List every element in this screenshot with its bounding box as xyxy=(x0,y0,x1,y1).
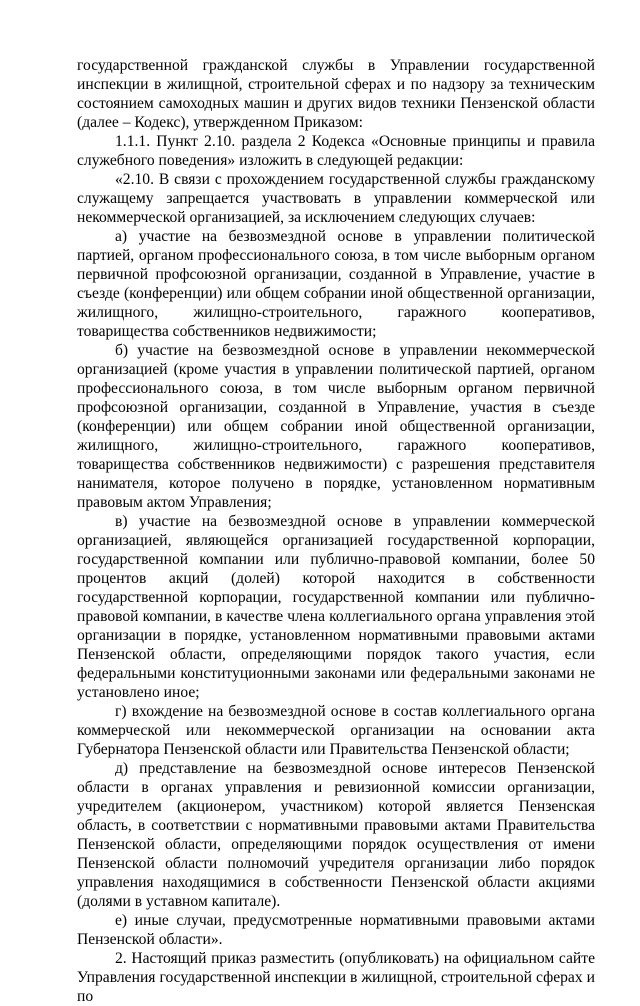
paragraph-2-10: «2.10. В связи с прохождением государственной службы гражданскому служащему запрещается участвовать в управлении коммерческой или некоммерческой организацией, за исключением следующих случаев: xyxy=(77,171,595,226)
paragraph-item-d: д) представление на безвозмездной основе интересов Пензенской области в органах управления и ревизионной комиссии организации, учредителем (акционером, участником) которой является Пензенская область, в соответствии с нормативными правовыми актами Правительства Пензенской области, определяющими порядок осуществления от имени Пензенской области полномочий учредителя организации либо порядок управления находящимися в собственности Пензенской области акциями (долями в уставном капитале). xyxy=(77,760,595,910)
paragraph-code-reference: государственной гражданской службы в Управлении государственной инспекции в жилищной, строительной сферах и по надзору за техническим состоянием самоходных машин и других видов техники Пензенской области (далее – Кодекс), утвержденном Приказом: xyxy=(77,57,595,131)
document-body xyxy=(77,56,595,1006)
paragraph-1-1-1: 1.1.1. Пункт 2.10. раздела 2 Кодекса «Основные принципы и правила служебного поведения» изложить в следующей редакции: xyxy=(77,133,595,169)
paragraph-item-v: в) участие на безвозмездной основе в управлении коммерческой организацией, являющейся организацией государственной корпорации, государственной компании или публично-правовой компании, более 50 процентов акций (долей) которой находится в собственности государственной корпорации, государственной компании или публично-правовой компании, в качестве члена коллегиального органа управления этой организации в порядке, установленном нормативными правовыми актами Пензенской области, определяющими порядок такого участия, если федеральными конституционными законами или федеральными законами не установлено иное; xyxy=(77,513,595,701)
paragraph-item-g: г) вхождение на безвозмездной основе в состав коллегиального органа коммерческой или некоммерческой организации на основании акта Губернатора Пензенской области или Правительства Пензенской области; xyxy=(77,703,595,758)
paragraph-item-a: а) участие на безвозмездной основе в управлении политической партией, органом профессионального союза, в том числе выборным органом первичной профсоюзной организации, созданной в Управление, участие в съезде (конференции) или общем собрании иной общественной организации, жилищного, жилищно-строительного, гаражного кооперативов, товарищества собственников недвижимости; xyxy=(77,228,595,340)
paragraph-item-2: 2. Настоящий приказ разместить (опубликовать) на официальном сайте Управления государственной инспекции в жилищной, строительной сферах и по xyxy=(77,950,595,1005)
paragraph-item-b: б) участие на безвозмездной основе в управлении некоммерческой организацией (кроме участия в управлении политической партией, органом профессионального союза, в том числе выборным органом первичной профсоюзной организации, созданной в Управление, участия в съезде (конференции) или общем собрании иной общественной организации, жилищного, жилищно-строительного, гаражного кооперативов, товарищества собственников недвижимости) с разрешения представителя нанимателя, которое получено в порядке, установленном нормативным правовым актом Управления; xyxy=(77,342,595,511)
paragraph-item-e: е) иные случаи, предусмотренные нормативными правовыми актами Пензенской области». xyxy=(77,912,595,948)
